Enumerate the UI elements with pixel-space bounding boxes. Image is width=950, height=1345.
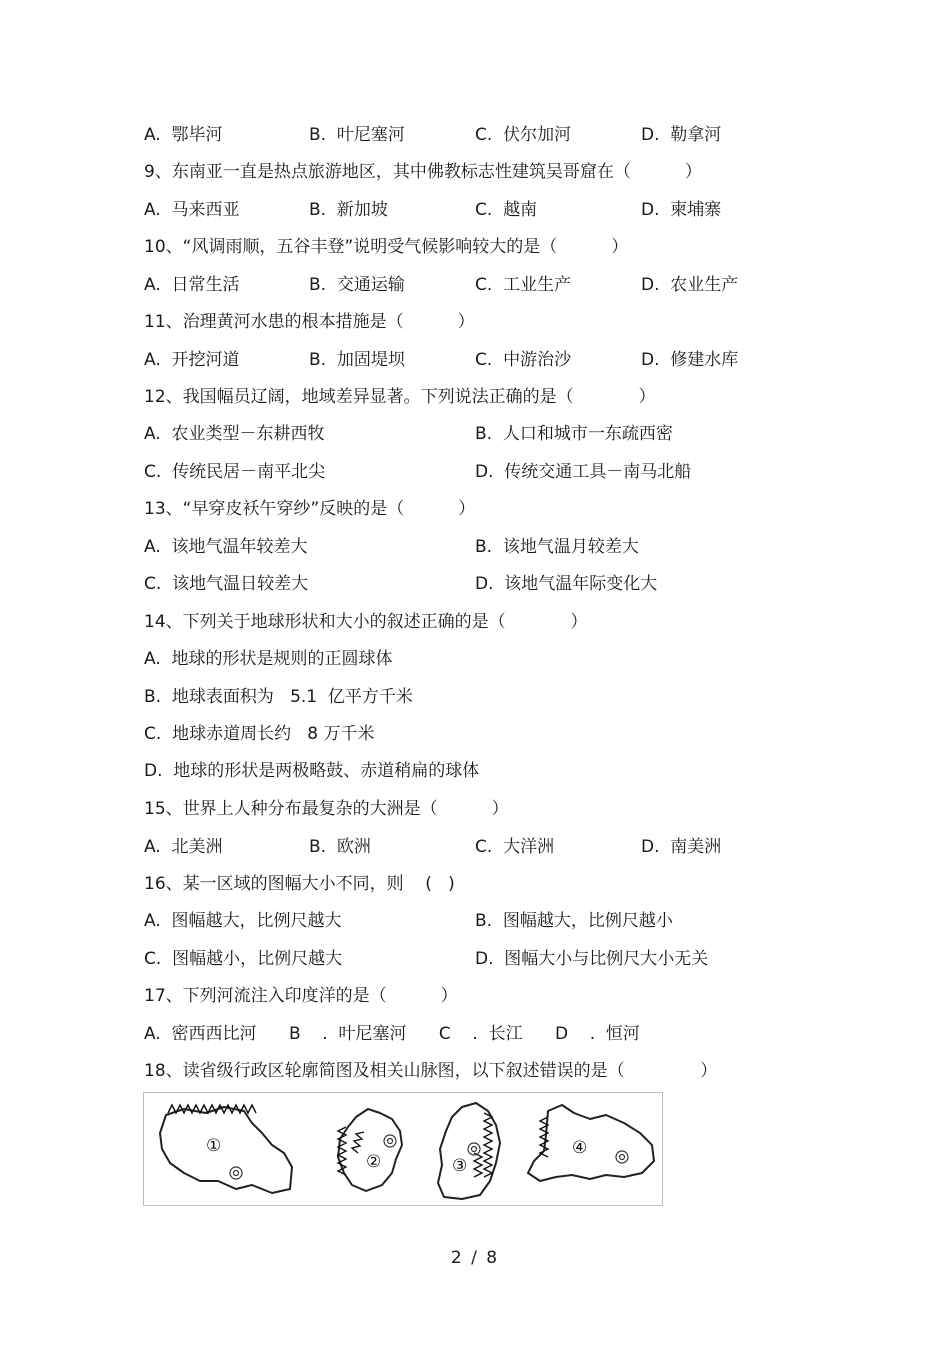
q10-option-c: C. 工业生产 xyxy=(475,275,572,295)
q9-option-b: B. 新加坡 xyxy=(309,200,388,220)
city-symbol-4 xyxy=(616,1151,628,1163)
q10-option-b: B. 交通运输 xyxy=(309,275,405,295)
q17-options: A. 密西西比河 B . 叶尼塞河 C . 长江 D . 恒河 xyxy=(144,1024,640,1044)
q12-option-c: C. 传统民居－南平北尖 xyxy=(144,462,326,482)
q13-option-b: B. 该地气温月较差大 xyxy=(475,537,639,557)
label-1: ① xyxy=(206,1136,222,1156)
province-outline-2 xyxy=(338,1109,402,1191)
q16-stem: 16、某一区域的图幅大小不同，则 ( ) xyxy=(144,874,455,894)
page-number: 2 / 8 xyxy=(450,1248,500,1268)
q11-option-d: D. 修建水库 xyxy=(641,350,739,370)
q8-option-c: C. 伏尔加河 xyxy=(475,125,572,145)
q16-option-a: A. 图幅越大，比例尺越大 xyxy=(144,911,342,931)
q16-option-b: B. 图幅越大，比例尺越小 xyxy=(475,911,673,931)
q12-option-a: A. 农业类型－东耕西牧 xyxy=(144,424,325,444)
q15-stem: 15、世界上人种分布最复杂的大洲是（ ） xyxy=(144,799,509,819)
province-outline-1 xyxy=(160,1107,292,1193)
q14-option-d: D. 地球的形状是两极略鼓、赤道稍扁的球体 xyxy=(144,761,480,781)
q14-stem: 14、下列关于地球形状和大小的叙述正确的是（ ） xyxy=(144,612,588,632)
q16-option-c: C. 图幅越小，比例尺越大 xyxy=(144,949,343,969)
q11-option-a: A. 开挖河道 xyxy=(144,350,240,370)
q12-stem: 12、我国幅员辽阔，地域差异显著。下列说法正确的是（ ） xyxy=(144,387,656,407)
q12-option-d: D. 传统交通工具－南马北船 xyxy=(475,462,692,482)
q18-stem: 18、读省级行政区轮廓简图及相关山脉图，以下叙述错误的是（ ） xyxy=(144,1061,718,1081)
q12-option-b: B. 人口和城市一东疏西密 xyxy=(475,424,673,444)
city-symbol-2 xyxy=(384,1135,396,1147)
q10-option-d: D. 农业生产 xyxy=(641,275,739,295)
mountain-range-3 xyxy=(474,1113,492,1177)
q17-stem: 17、下列河流注入印度洋的是（ ） xyxy=(144,986,458,1006)
q15-option-d: D. 南美洲 xyxy=(641,837,722,857)
q8-option-b: B. 叶尼塞河 xyxy=(309,125,405,145)
q10-option-a: A. 日常生活 xyxy=(144,275,240,295)
q13-option-d: D. 该地气温年际变化大 xyxy=(475,574,658,594)
q15-option-a: A. 北美洲 xyxy=(144,837,223,857)
q16-option-d: D. 图幅大小与比例尺大小无关 xyxy=(475,949,709,969)
province-outline-figure xyxy=(143,1092,663,1206)
province-outline-4 xyxy=(528,1105,654,1181)
q11-stem: 11、治理黄河水患的根本措施是（ ） xyxy=(144,312,475,332)
q13-stem: 13、“早穿皮袄午穿纱”反映的是（ ） xyxy=(144,499,476,519)
city-symbol-1 xyxy=(230,1167,242,1179)
q14-option-a: A. 地球的形状是规则的正圆球体 xyxy=(144,649,393,669)
q11-option-c: C. 中游治沙 xyxy=(475,350,572,370)
q15-option-c: C. 大洋洲 xyxy=(475,837,555,857)
label-4: ④ xyxy=(572,1138,588,1158)
q13-option-c: C. 该地气温日较差大 xyxy=(144,574,309,594)
q9-option-c: C. 越南 xyxy=(475,200,538,220)
q15-option-b: B. 欧洲 xyxy=(309,837,371,857)
q14-option-b: B. 地球表面积为 5.1 亿平方千米 xyxy=(144,687,413,707)
q8-option-a: A. 鄂毕河 xyxy=(144,125,223,145)
label-2: ② xyxy=(366,1152,382,1172)
q9-option-d: D. 柬埔寨 xyxy=(641,200,722,220)
q10-stem: 10、“风调雨顺，五谷丰登”说明受气候影响较大的是（ ） xyxy=(144,237,629,257)
q11-option-b: B. 加固堤坝 xyxy=(309,350,405,370)
q13-option-a: A. 该地气温年较差大 xyxy=(144,537,308,557)
q14-option-c: C. 地球赤道周长约 8 万千米 xyxy=(144,724,375,744)
q9-option-a: A. 马来西亚 xyxy=(144,200,240,220)
q8-option-d: D. 勒拿河 xyxy=(641,125,722,145)
q9-stem: 9、东南亚一直是热点旅游地区，其中佛教标志性建筑吴哥窟在（ ） xyxy=(144,162,702,182)
label-3: ③ xyxy=(452,1156,468,1176)
